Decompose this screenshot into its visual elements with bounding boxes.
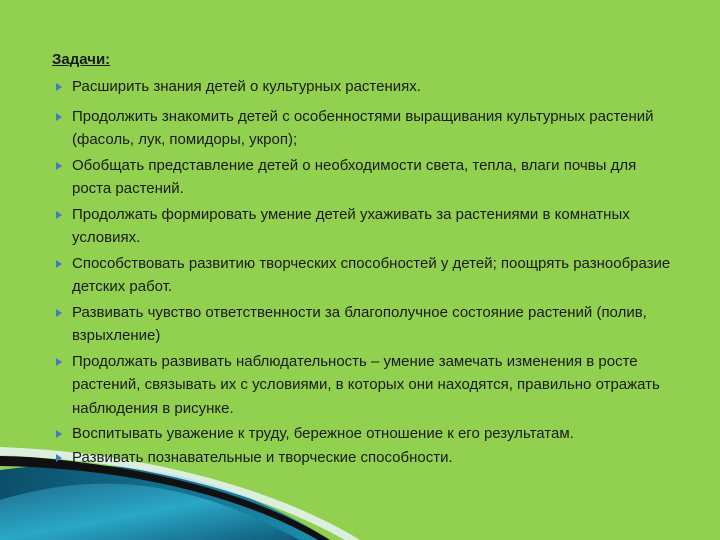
triangle-bullet-icon — [56, 211, 62, 219]
list-item — [52, 301, 672, 348]
list-item — [52, 446, 672, 470]
list-item — [52, 252, 672, 299]
list-item-text: Воспитывать уважение к труду, бережное отношение к его результатам. — [72, 425, 574, 442]
triangle-bullet-icon — [56, 454, 62, 462]
task-content — [52, 50, 672, 469]
list-item — [52, 422, 672, 446]
list-item-text: Развивать чувство ответственности за благополучное состояние растений (полив, взрыхление) — [72, 303, 647, 344]
triangle-bullet-icon — [56, 260, 62, 268]
list-item-text: Расширить знания детей о культурных растениях. — [72, 78, 421, 95]
triangle-bullet-icon — [56, 83, 62, 91]
triangle-bullet-icon — [56, 113, 62, 121]
list-item-text: Способствовать развитию творческих способностей у детей; поощрять разнообразие детских работ. — [72, 254, 671, 295]
list-item-text: Продолжить знакомить детей с особенностями выращивания культурных растений (фасоль, лук, помидоры, укроп); — [72, 107, 654, 148]
list-item — [52, 350, 672, 421]
list-item-text: Продолжать развивать наблюдательность – умение замечать изменения в росте растений, связывать их с условиями, в которых они находятся, правильно отражать наблюдения в рисунке. — [72, 352, 660, 417]
triangle-bullet-icon — [56, 162, 62, 170]
list-item-text: Продолжать формировать умение детей ухаживать за растениями в комнатных условиях. — [72, 205, 630, 246]
list-item — [52, 154, 672, 201]
triangle-bullet-icon — [56, 430, 62, 438]
list-item — [52, 105, 672, 152]
list-item — [52, 75, 672, 99]
triangle-bullet-icon — [56, 358, 62, 366]
list-item — [52, 203, 672, 250]
section-heading: Задачи: — [52, 51, 111, 68]
task-list — [52, 75, 672, 469]
list-item-text: Развивать познавательные и творческие способности. — [72, 448, 453, 466]
list-item-text: Обобщать представление детей о необходимости света, тепла, влаги почвы для роста растений. — [72, 156, 637, 197]
triangle-bullet-icon — [56, 309, 62, 317]
